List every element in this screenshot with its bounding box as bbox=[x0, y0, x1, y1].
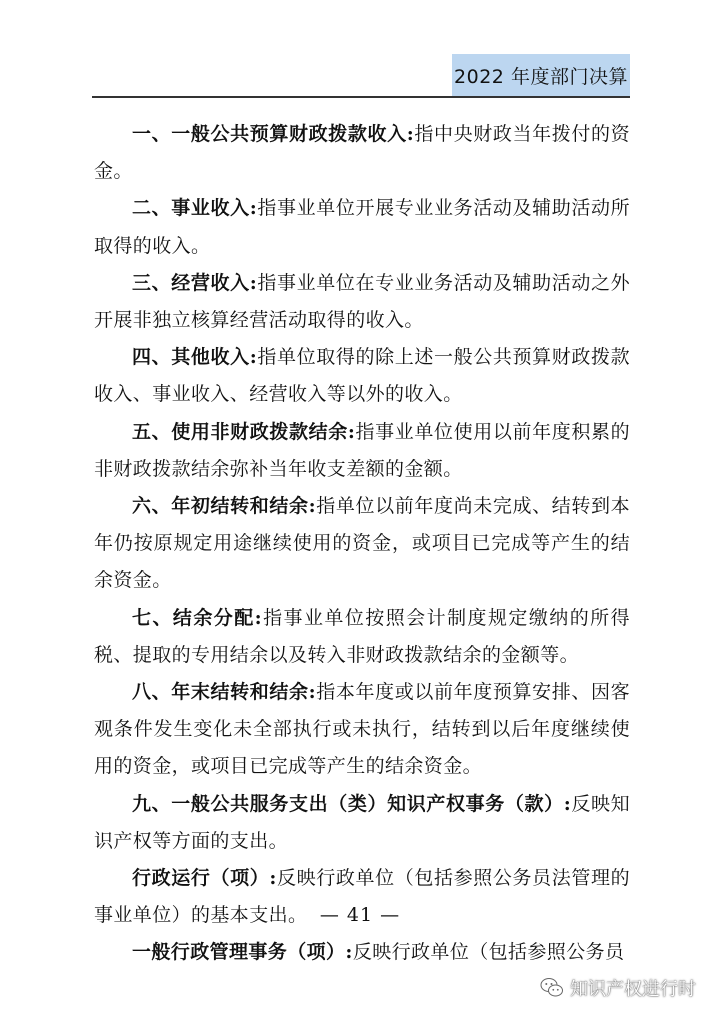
paragraph-text: 指事业单位在专业业务活动及辅助活动之外开展非独立核算经营活动取得的收入。 bbox=[94, 271, 630, 332]
header-divider bbox=[92, 96, 630, 98]
paragraph-general-admin-affairs bbox=[94, 934, 630, 971]
paragraph-text: 反映行政单位（包括参照公务员法管理的事业单位）的基本支出。 bbox=[94, 867, 630, 927]
paragraph-opening-carryover bbox=[94, 488, 630, 600]
document-body bbox=[94, 116, 630, 972]
paragraph-closing-carryover bbox=[94, 674, 630, 786]
header-title-text: 2022 年度部门决算 bbox=[454, 65, 628, 88]
paragraph-other-income bbox=[94, 339, 630, 413]
paragraph-non-fiscal-balance bbox=[94, 414, 630, 488]
paragraph-term: 四、其他收入: bbox=[132, 346, 258, 369]
paragraph-text: 指事业单位按照会计制度规定缴纳的所得税、提取的专用结余以及转入非财政拨款结余的金额等。 bbox=[94, 606, 630, 666]
paragraph-term: 一、一般公共预算财政拨款收入: bbox=[132, 123, 415, 145]
account-watermark bbox=[540, 975, 696, 1001]
paragraph-general-budget-income bbox=[94, 116, 630, 190]
paragraph-term: 三、经营收入: bbox=[132, 271, 258, 294]
paragraph-business-income bbox=[94, 190, 630, 264]
watermark-label: 知识产权进行时 bbox=[570, 979, 696, 1000]
paragraph-ip-affairs bbox=[94, 786, 630, 860]
paragraph-text: 指本年度或以前年度预算安排、因客观条件发生变化未全部执行或未执行，结转到以后年度继续使用的资金，或项目已完成等产生的结余资金。 bbox=[94, 681, 631, 778]
paragraph-operating-income bbox=[94, 265, 630, 339]
paragraph-text: 反映知识产权等方面的支出。 bbox=[94, 792, 630, 852]
paragraph-text: 指中央财政当年拨付的资金。 bbox=[94, 123, 630, 183]
document-header-title bbox=[452, 54, 630, 96]
paragraph-term: 一般行政管理事务（项）: bbox=[132, 941, 353, 964]
paragraph-term: 二、事业收入: bbox=[132, 197, 258, 220]
paragraph-term: 九、一般公共服务支出（类）知识产权事务（款）: bbox=[132, 792, 572, 815]
paragraph-balance-distribution bbox=[94, 600, 630, 674]
paragraph-term: 七、结余分配: bbox=[132, 606, 263, 629]
paragraph-text: 反映行政单位（包括参照公务员 bbox=[352, 941, 625, 964]
paragraph-text: 指单位取得的除上述一般公共预算财政拨款收入、事业收入、经营收入等以外的收入。 bbox=[94, 346, 630, 406]
paragraph-term: 行政运行（项）: bbox=[132, 867, 277, 890]
wechat-icon bbox=[540, 977, 564, 999]
paragraph-term: 八、年末结转和结余: bbox=[132, 681, 317, 704]
paragraph-text: 指事业单位开展专业业务活动及辅助活动所取得的收入。 bbox=[94, 197, 630, 257]
paragraph-text: 指单位以前年度尚未完成、结转到本年仍按原规定用途继续使用的资金，或项目已完成等产生的结余资金。 bbox=[94, 495, 631, 592]
paragraph-term: 五、使用非财政拨款结余: bbox=[132, 420, 356, 443]
paragraph-term: 六、年初结转和结余: bbox=[132, 495, 317, 518]
paragraph-text: 指事业单位使用以前年度积累的非财政拨款结余弥补当年收支差额的金额。 bbox=[94, 420, 630, 480]
page-number: — 41 — bbox=[319, 904, 401, 926]
